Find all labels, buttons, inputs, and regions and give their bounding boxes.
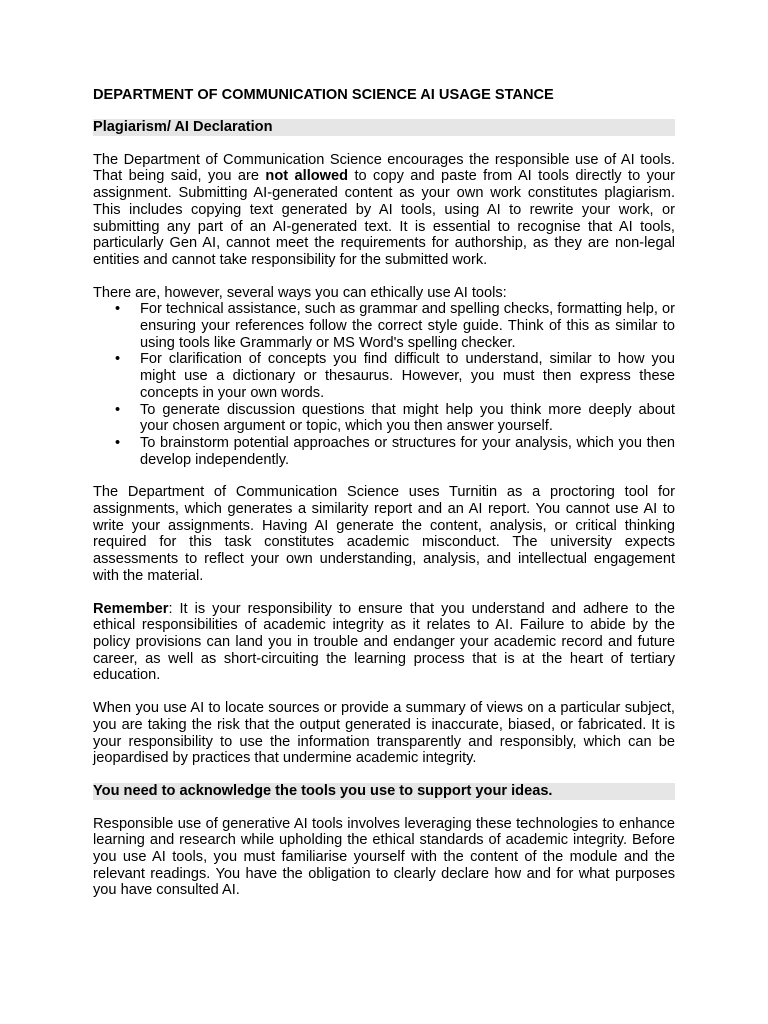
list-item-text: To generate discussion questions that might help you think more deeply about your chosen argument or topic, which you then answer yourself. (140, 401, 675, 435)
spacer (93, 136, 675, 152)
paragraph-remember (93, 601, 675, 685)
emphasis-remember: Remember (93, 600, 169, 617)
ethical-uses-list (93, 301, 675, 468)
list-item (93, 435, 675, 468)
spacer (93, 468, 675, 484)
document-title: DEPARTMENT OF COMMUNICATION SCIENCE AI USAGE STANCE (93, 87, 554, 103)
section-heading-acknowledge: You need to acknowledge the tools you use to support your ideas. (93, 783, 675, 800)
list-item-text: For clarification of concepts you find difficult to understand, similar to how you might use a dictionary or thesaurus. However, you must then express these concepts in your own words. (140, 351, 675, 401)
paragraph-remember-text: : It is your responsibility to ensure that you understand and adhere to the ethical responsibilities of academic integrity as it relates to AI. Failure to abide by the policy provisions can land you in trouble and endanger your academic record and future career, as well as short-circuiting the learning process that is at the heart of tertiary education. (93, 600, 675, 684)
spacer (93, 684, 675, 700)
spacer (93, 585, 675, 601)
paragraph-intro-after: to copy and paste from AI tools directly to your assignment. Submitting AI-generated content as your own work constitutes plagiarism. This includes copying text generated by AI tools, using AI to rewrite your work, or submitting any part of an AI-generated text. It is essential to recognise that AI tools, particularly Gen AI, cannot meet the requirements for authorship, as they are non-legal entities and cannot take responsibility for the submitted work. (93, 168, 675, 268)
list-item (93, 351, 675, 401)
spacer (93, 104, 675, 119)
paragraph-turnitin: The Department of Communication Science uses Turnitin as a proctoring tool for assignments, which generates a similarity report and an AI report. You cannot use AI to write your assignments. Having AI generate the content, analysis, or critical thinking required for this task constitutes academic misconduct. The university expects assessments to reflect your own understanding, analysis, and intellectual engagement with the material. (93, 484, 675, 584)
document-page (93, 86, 675, 899)
paragraph-intro-before: The Department of Communication Science encourages the responsible use of AI tools. That being said, you are (93, 151, 675, 185)
paragraph-responsible-use: Responsible use of generative AI tools involves leveraging these technologies to enhance learning and research while upholding the ethical standards of academic integrity. Before you use AI tools, you must familiarise yourself with the content of the module and the relevant readings. You have the obligation to clearly declare how and for what purposes you have consulted AI. (93, 815, 675, 899)
list-item-text: For technical assistance, such as grammar and spelling checks, formatting help, or ensuring your references follow the correct style guide. Think of this as similar to using tools like Grammarly or MS Word's spelling checker. (140, 301, 675, 351)
section-heading-plagiarism: Plagiarism/ AI Declaration (93, 119, 675, 136)
list-item-text: To brainstorm potential approaches or structures for your analysis, which you then develop independently. (140, 434, 675, 468)
spacer (93, 269, 675, 285)
bullet-icon: • (115, 301, 121, 318)
list-item (93, 402, 675, 435)
bullet-icon: • (115, 434, 121, 451)
paragraph-sources-risk: When you use AI to locate sources or provide a summary of views on a particular subject, you are taking the risk that the output generated is inaccurate, biased, or fabricated. It is your responsibility to use the information transparently and responsibly, which can be jeopardised by practices that undermine academic integrity. (93, 700, 675, 767)
emphasis-not-allowed: not allowed (265, 168, 349, 185)
list-item (93, 301, 675, 351)
paragraph-intro (93, 152, 675, 269)
list-intro: There are, however, several ways you can ethically use AI tools: (93, 284, 507, 301)
bullet-icon: • (115, 351, 121, 368)
spacer (93, 800, 675, 816)
spacer (93, 767, 675, 783)
bullet-icon: • (115, 401, 121, 418)
